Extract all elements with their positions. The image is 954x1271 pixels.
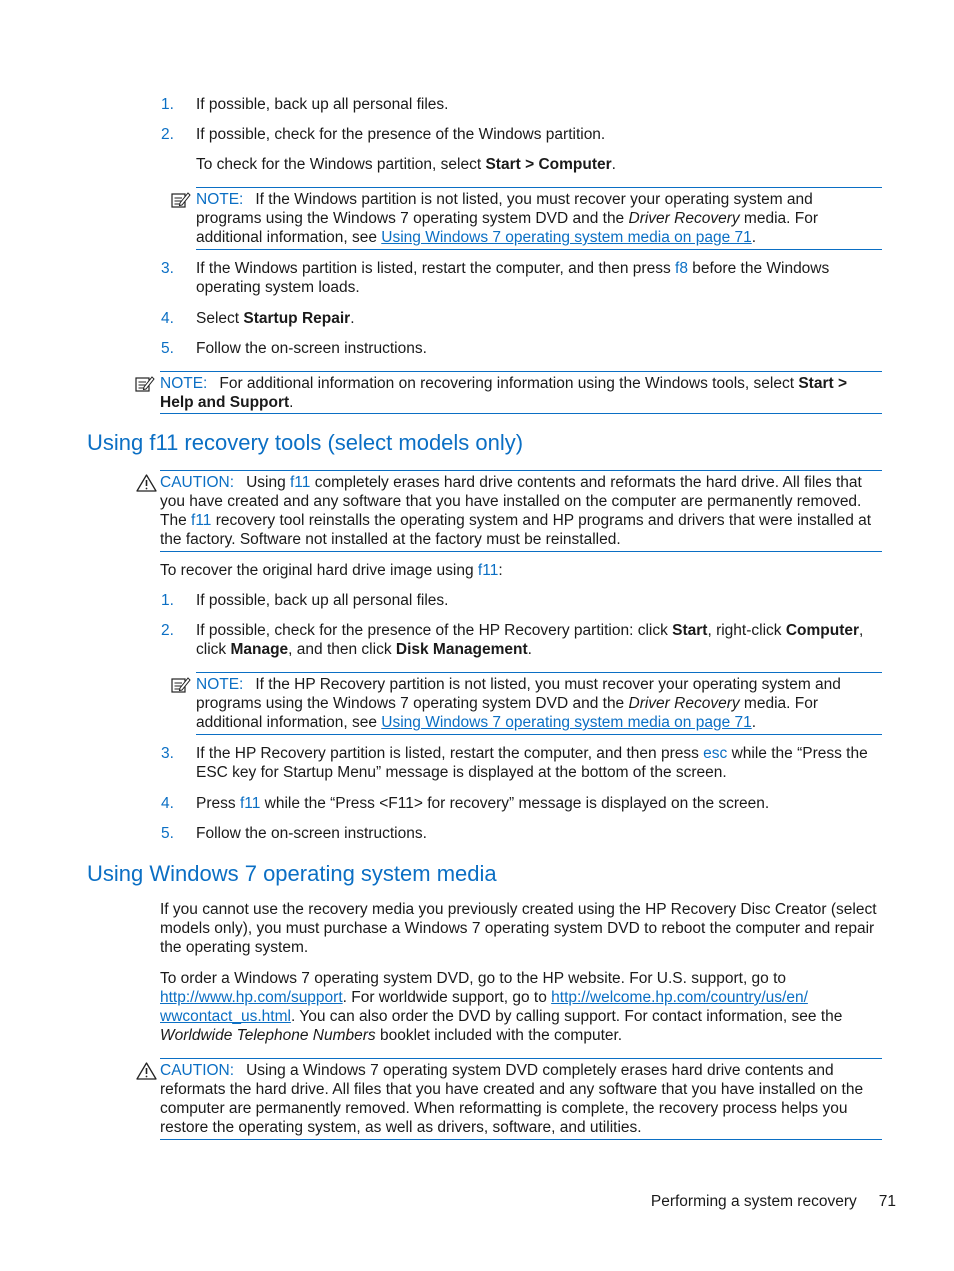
caution-text: CAUTION: Using f11 completely erases hard drive contents and reformats the hard drive. All files that you have created and any software that you have installed on the computer are permanently removed. The f11 recovery tool reinstalls the operating system and HP programs and drivers that were installed at the factory. Software not installed at the factory must be reinstalled.: [160, 474, 872, 548]
section-heading: Using f11 recovery tools (select models only): [87, 430, 524, 455]
footer-title: Performing a system recovery: [650, 1193, 857, 1210]
step-text: Select Startup Repair.: [196, 310, 355, 327]
page-number: 71: [878, 1193, 896, 1210]
step-number: 4.: [161, 310, 174, 327]
note-label: NOTE:: [160, 375, 208, 392]
note-box: [196, 672, 882, 735]
caution-text: CAUTION: Using a Windows 7 operating system DVD completely erases hard drive contents and reformats the hard drive. All files that you have created and any software that you have installed on the computer are permanently removed. When reformatting is complete, the recovery process helps you restore the operating system, as well as drivers, software, and utilities.: [160, 1062, 864, 1136]
step-number: 4.: [161, 795, 174, 812]
hp-worldwide-link[interactable]: http://welcome.hp.com/country/us/en/: [551, 989, 808, 1006]
step-text: If possible, check for the presence of the HP Recovery partition: click Start, right-click Computer, click Manage, and then click Disk Management.: [196, 622, 864, 658]
key-f11: f11: [239, 795, 261, 812]
section-heading: Using Windows 7 operating system media: [87, 861, 497, 886]
caution-box: [160, 470, 882, 552]
check-instruction: To check for the Windows partition, select Start > Computer.: [196, 156, 616, 173]
step-text: If the HP Recovery partition is listed, restart the computer, and then press esc while the “Press the ESC key for Startup Menu” message is displayed at the bottom of the screen.: [196, 745, 868, 781]
note-box: [196, 187, 882, 250]
note-icon: [171, 676, 191, 699]
page-link[interactable]: Using Windows 7 operating system media on page 71: [381, 229, 752, 246]
step-text: If possible, check for the presence of the Windows partition.: [196, 126, 606, 143]
step-number: 5.: [161, 825, 174, 842]
note-text: NOTE: If the HP Recovery partition is not listed, you must recover your operating system and programs using the Windows 7 operating system DVD and the Driver Recovery media. For additional information, see Using Windows 7 operating system media on page 71.: [196, 676, 841, 731]
step-number: 2.: [161, 126, 174, 143]
note-label: NOTE:: [196, 191, 244, 208]
step-number: 5.: [161, 340, 174, 357]
note-label: NOTE:: [196, 676, 244, 693]
step-text: If possible, back up all personal files.: [196, 592, 449, 609]
warning-icon: [136, 1062, 157, 1085]
note-text: NOTE: For additional information on recovering information using the Windows tools, select Start > Help and Support.: [160, 375, 848, 411]
caution-label: CAUTION:: [160, 1062, 235, 1079]
key-f8: f8: [675, 260, 688, 277]
paragraph: If you cannot use the recovery media you previously created using the HP Recovery Disc Creator (select models only), you must purchase a Windows 7 operating system DVD to reboot the computer and repair the operating system.: [160, 901, 877, 956]
intro-text: To recover the original hard drive image using f11:: [160, 562, 503, 579]
caution-label: CAUTION:: [160, 474, 235, 491]
note-text: NOTE: If the Windows partition is not listed, you must recover your operating system and programs using the Windows 7 operating system DVD and the Driver Recovery media. For additional information, see Using Windows 7 operating system media on page 71.: [196, 191, 818, 246]
step-number: 1.: [161, 96, 174, 113]
caution-box: [160, 1058, 882, 1140]
note-box: [160, 371, 882, 414]
step-text: If the Windows partition is listed, restart the computer, and then press f8 before the Windows operating system loads.: [196, 260, 830, 296]
hp-worldwide-link[interactable]: wwcontact_us.html: [160, 1008, 291, 1025]
step-text: Follow the on-screen instructions.: [196, 340, 427, 357]
paragraph: To order a Windows 7 operating system DVD, go to the HP website. For U.S. support, go to http://www.hp.com/support. For worldwide support, go to http://welcome.hp.com/country/us/en/ wwcontact_us.html. You can also order the DVD by calling support. For contact information, see the Worldwide Telephone Numbers booklet included with the computer.: [160, 970, 843, 1044]
step-number: 2.: [161, 622, 174, 639]
step-text: If possible, back up all personal files.: [196, 96, 449, 113]
page-footer: [651, 1192, 896, 1211]
step-number: 1.: [161, 592, 174, 609]
key-esc: esc: [703, 745, 728, 762]
note-icon: [171, 191, 191, 214]
warning-icon: [136, 474, 157, 497]
step-number: 3.: [161, 745, 174, 762]
step-text: Press f11 while the “Press <F11> for recovery” message is displayed on the screen.: [196, 795, 770, 812]
step-text: Follow the on-screen instructions.: [196, 825, 427, 842]
hp-support-link[interactable]: http://www.hp.com/support: [160, 989, 343, 1006]
page-link[interactable]: Using Windows 7 operating system media on page 71: [381, 714, 752, 731]
step-number: 3.: [161, 260, 174, 277]
note-icon: [135, 375, 155, 398]
